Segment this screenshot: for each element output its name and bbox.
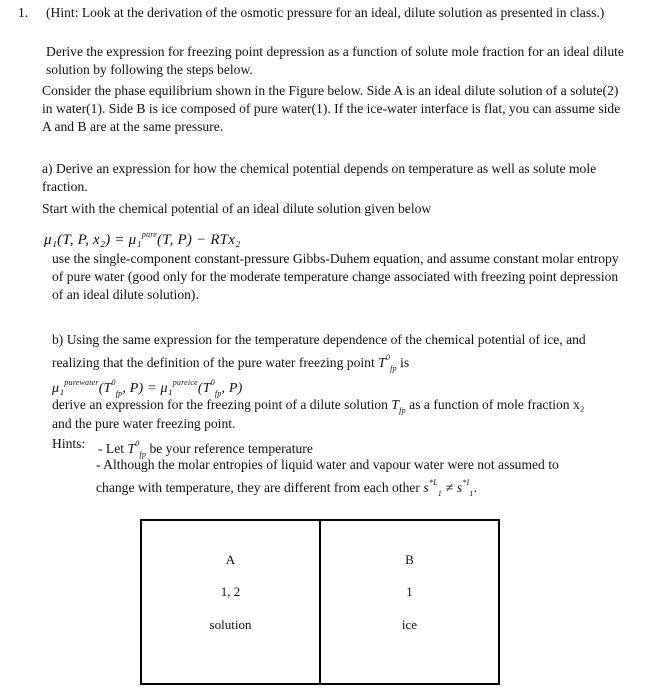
hint-2: - Although the molar entropies of liquid water and vapour water were not assumed to change with temperature, they are different from each other $s^{*L}_1 \ne s^{*I}_1$. [96,457,559,498]
consider-paragraph: Consider the phase equilibrium shown in the Figure below. Side A is an ideal dilute solution of a solute(2) in water(1). Side B is ice composed of pure water(1). If the ice-water interface is flat, you can assume side A and B are at the same pressure. [42,83,621,134]
phase-equilibrium-figure [140,519,500,685]
freezing-point-equation: $\mu_1^{purewater}(T^0_{fp}$, $P) = \mu_1^{pureice}(T^0_{fp}$, P) [52,378,243,398]
side-b-phase: ice [401,617,418,632]
side-b-label: B [405,552,414,567]
chemical-potential-equation: μ₁(T, P, x₂) = μ₁$^{pure}$(T, P) − RTx₂ [44,230,241,248]
part-a-use-text: use the single-component constant-pressure Gibbs-Duhem equation, and assume constant molar entropy of pure water (good only for the moderate temperature change associated with freezing point depression of an ideal dilute solution). [52,251,619,302]
hints-label: Hints: [52,436,86,451]
derive-instruction: Derive the expression for freezing point depression as a function of solute mole fraction for an ideal dilute solution by following the steps below. [46,44,624,77]
part-b-derive-line: derive an expression for the freezing point of a dilute solution $T_{fp}$ as a function of mole fraction x₂ [52,397,585,415]
side-a-phase: solution [209,617,252,632]
hint-text: (Hint: Look at the derivation of the osmotic pressure for an ideal, dilute solution as presented in class.) [46,5,605,20]
part-b-derive-line2: and the pure water freezing point. [52,416,236,431]
side-b-components: 1 [406,584,413,599]
tfp0-symbol: $T^0_{fp}$ [378,353,397,373]
tfp-symbol: $T_{fp}$ [391,397,406,415]
side-a-panel [142,521,321,683]
entropy-inequality: $s^{*L}_1 \ne s^{*I}_1$ [423,478,474,498]
side-a-components: 1, 2 [220,584,241,599]
problem-number: 1. [18,5,29,20]
side-b-panel [321,521,498,683]
part-a-prompt: a) Derive an expression for how the chemical potential depends on temperature as well as solute mole fraction. [42,161,597,194]
part-b-prompt: b) Using the same expression for the temperature dependence of the chemical potential of ice, and realizing that the definition of the pure water freezing point $T^0_{fp}$ is [52,332,586,373]
part-a-start: Start with the chemical potential of an ideal dilute solution given below [42,201,432,216]
side-a-label: A [225,552,236,567]
tfp0-symbol-hint: $T^0_{fp}$ [127,439,147,459]
hint-1: - Let $T^0_{fp}$ be your reference temperature [98,439,313,459]
